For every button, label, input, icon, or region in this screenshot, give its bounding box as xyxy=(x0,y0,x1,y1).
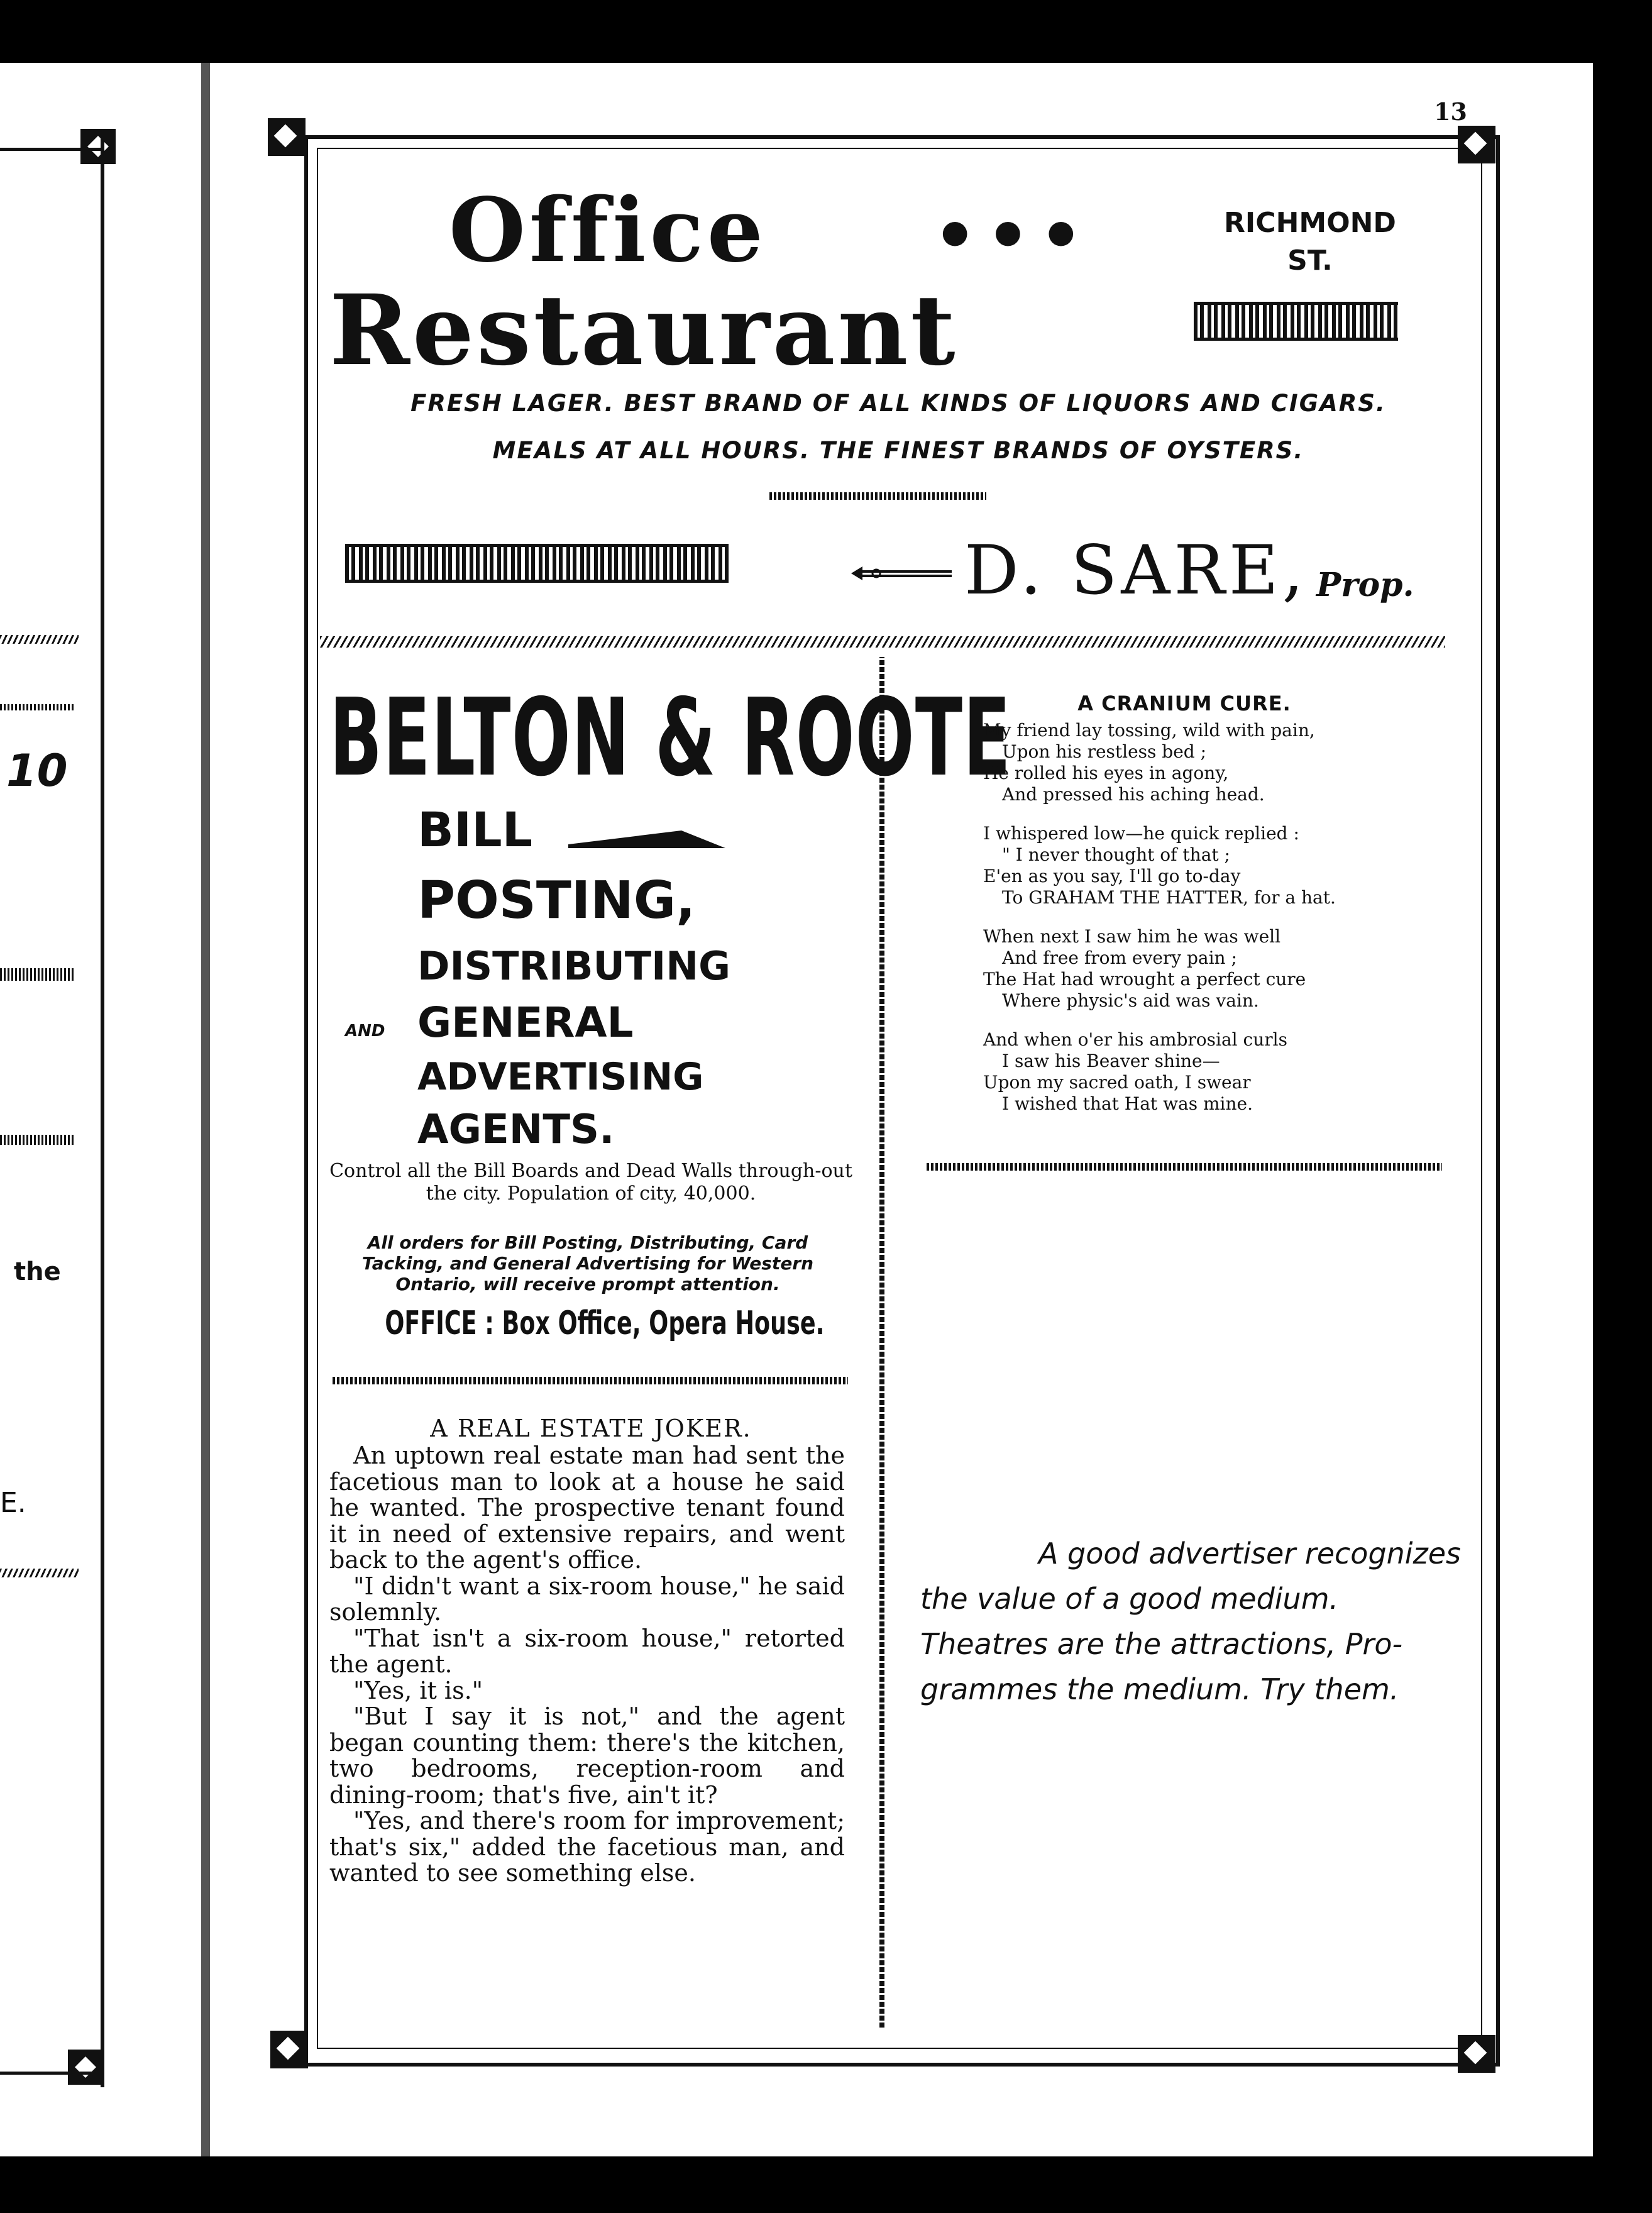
proprietor-suffix: Prop. xyxy=(1316,566,1414,604)
proprietor-name: D. SARE, xyxy=(964,531,1308,610)
poem-stanza xyxy=(983,720,1480,805)
dotted-rule xyxy=(927,1163,1442,1171)
dotted-rule xyxy=(333,1377,848,1384)
page-number: 13 xyxy=(1434,97,1467,126)
poem-line: Upon his restless bed ; xyxy=(1002,741,1207,762)
left-page-fragment: 10 xyxy=(6,745,68,797)
advertiser-note-line: Theatres are the attractions, Pro- xyxy=(920,1627,1403,1661)
chain-ornament xyxy=(345,544,729,583)
hatched-divider xyxy=(320,636,1445,648)
poem-line: I whispered low—he quick replied : xyxy=(983,823,1299,844)
book-binding xyxy=(201,63,210,2156)
advertiser-note-line: A good advertiser recognizes xyxy=(1038,1537,1461,1570)
left-page-fragment: E. xyxy=(0,1487,26,1519)
joke-paragraph: "But I say it is not," and the agent began counting them: there's the kitchen, two bedrooms, reception-room and dining-room; that's five, ain't it? xyxy=(329,1703,845,1809)
poem-stanza xyxy=(983,823,1480,908)
poem-line: The Hat had wrought a perfect cure xyxy=(983,969,1306,990)
poem-stanza xyxy=(983,926,1480,1012)
joke-paragraph: "Yes, and there's room for improvement; that's six," added the facetious man, and wanted to see something else. xyxy=(329,1807,845,1887)
ornamental-dots: ••• xyxy=(933,195,1092,276)
poem-line: Upon my sacred oath, I swear xyxy=(983,1072,1251,1093)
dotted-rule xyxy=(769,492,986,500)
corner-ornament-icon xyxy=(80,129,116,164)
page-border xyxy=(101,132,104,2087)
poem-line: I wished that Hat was mine. xyxy=(1002,1093,1253,1114)
service-line: BILL xyxy=(417,802,533,858)
corner-ornament-icon xyxy=(68,2050,103,2085)
left-facing-page xyxy=(0,63,201,2156)
poem-line: He rolled his eyes in agony, xyxy=(983,763,1229,783)
poem-line: My friend lay tossing, wild with pain, xyxy=(983,720,1315,741)
column-divider xyxy=(879,657,884,2028)
chain-ornament xyxy=(1194,302,1398,341)
poem-line: And pressed his aching head. xyxy=(1002,784,1265,805)
service-line: DISTRIBUTING xyxy=(417,943,731,989)
hatched-rule xyxy=(0,1569,79,1577)
restaurant-title-line2: Restaurant xyxy=(329,273,958,387)
poem-line: And free from every pain ; xyxy=(1002,947,1237,968)
joke-paragraph: An uptown real estate man had sent the facetious man to look at a house he said he wanted. The prospective tenant found it in need of extensive repairs, and went back to the agent's office. xyxy=(329,1442,845,1574)
poem-line: When next I saw him he was well xyxy=(983,926,1281,947)
dotted-rule xyxy=(0,1135,75,1145)
advertiser-note xyxy=(920,1531,1461,1712)
advertiser-note-line: the value of a good medium. xyxy=(920,1582,1339,1616)
joke-paragraph: "Yes, it is." xyxy=(353,1676,483,1704)
poem-stanza xyxy=(983,1029,1480,1115)
page-13 xyxy=(210,63,1593,2156)
joke-paragraph: "I didn't want a six-room house," he said solemnly. xyxy=(329,1572,845,1626)
poem-line: And when o'er his ambrosial curls xyxy=(983,1029,1287,1050)
pointing-hand-icon xyxy=(851,563,952,584)
billposting-office: OFFICE : Box Office, Opera House. xyxy=(385,1305,825,1342)
service-line: AGENTS. xyxy=(417,1106,615,1153)
billposting-orders-text: All orders for Bill Posting, Distributing, Card Tacking, and General Advertising for Western Ontario, will receive prompt attention. xyxy=(361,1232,814,1294)
billposting-firm-name: BELTON & ROOTE xyxy=(329,676,1012,800)
poem-line: E'en as you say, I'll go to-day xyxy=(983,866,1241,886)
location-line: ST. xyxy=(1287,245,1333,277)
poem-body xyxy=(983,720,1480,1132)
poem-title: A CRANIUM CURE. xyxy=(1077,692,1291,715)
dotted-rule xyxy=(0,968,75,981)
page-border xyxy=(0,148,104,151)
service-line: POSTING, xyxy=(417,871,696,930)
wedge-ornament xyxy=(568,827,725,852)
restaurant-title-line1: Office xyxy=(449,179,767,282)
advertiser-note-line: grammes the medium. Try them. xyxy=(920,1672,1399,1706)
billposting-control-text: Control all the Bill Boards and Dead Walls through-out the city. Population of city, 40,000. xyxy=(329,1160,852,1205)
poem-line: I saw his Beaver shine— xyxy=(1002,1051,1220,1071)
poem-line: " I never thought of that ; xyxy=(1002,844,1230,865)
joke-paragraph: "That isn't a six-room house," retorted the agent. xyxy=(329,1624,845,1678)
joke-body xyxy=(329,1443,845,1887)
poem-line: Where physic's aid was vain. xyxy=(1002,990,1259,1011)
dotted-rule xyxy=(0,704,75,710)
restaurant-ad-line: FRESH LAGER. BEST BRAND OF ALL KINDS OF LIQUORS AND CIGARS. xyxy=(410,390,1386,417)
restaurant-ad-line: MEALS AT ALL HOURS. THE FINEST BRANDS OF OYSTERS. xyxy=(492,437,1304,464)
service-line: ADVERTISING xyxy=(417,1055,704,1099)
service-line: GENERAL xyxy=(417,998,634,1047)
and-label: AND xyxy=(345,1022,385,1040)
poem-line: To GRAHAM THE HATTER, for a hat. xyxy=(1002,887,1336,908)
location-line: RICHMOND xyxy=(1224,207,1396,239)
hatched-rule xyxy=(0,635,79,644)
left-page-fragment: the xyxy=(14,1257,61,1286)
joke-title: A REAL ESTATE JOKER. xyxy=(430,1415,752,1442)
page-border xyxy=(0,2072,104,2075)
restaurant-location xyxy=(1191,204,1429,280)
